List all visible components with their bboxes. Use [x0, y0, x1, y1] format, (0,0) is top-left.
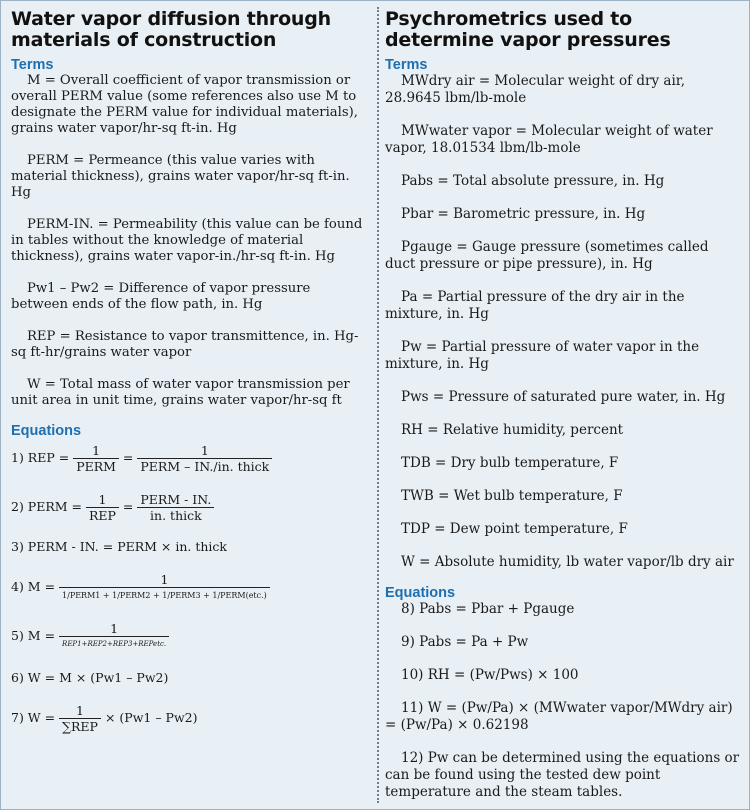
right-terms-heading: Terms [385, 57, 428, 73]
term-mw-dry-air: MWdry air = Molecular weight of dry air, 28.9645 lbm/lb-mole [385, 73, 686, 106]
equation-6: 6) W = M × (Pw1 – Pw2) [11, 670, 169, 685]
term-rh: RH = Relative humidity, percent [401, 422, 624, 438]
term-pw: Pw = Partial pressure of water vapor in the mixture, in. Hg [385, 339, 700, 372]
column-divider [377, 7, 379, 803]
equation-1: 1) REP = $\frac{1}{\text{PERM}}$ = $\frac{1}{\text{PERM – IN./in. thick}}$ [11, 443, 368, 474]
term-twb: TWB = Wet bulb temperature, F [401, 488, 623, 504]
equation-3: 3) PERM - IN. = PERM × in. thick [11, 539, 227, 554]
term-absolute-humidity: W = Absolute humidity, lb water vapor/lb dry air [401, 554, 734, 570]
equation-7: 7) W = $\frac{1}{\text{∑REP}}$ × (Pw1 – Pw2) [11, 703, 198, 734]
right-title: Psychrometrics used to determine vapor pressures [385, 8, 671, 51]
equation-4: 4) M = $\frac{1}{\text{1/PERM1 + 1/PERM2 + 1/PERM3 + 1/PERM(etc.)}}$ [11, 572, 368, 603]
term-perm: PERM = Permeance (this value varies with material thickness), grains water vapor/hr-sq ft-in. Hg [11, 153, 350, 200]
equation-10: 10) RH = (Pw/Pws) × 100 [401, 667, 579, 683]
equation-5: 5) M = $\frac{1}{\text{REP1+REP2+REP3+REPetc.}}$ [11, 621, 368, 652]
equation-12: 12) Pw can be determined using the equations or can be found using the tested dew point temperature and the steam tables. [385, 750, 740, 800]
term-tdp: TDP = Dew point temperature, F [401, 521, 628, 537]
equation-11: 11) W = (Pw/Pa) × (MWwater vapor/MWdry air) = (Pw/Pa) × 0.62198 [385, 700, 733, 733]
left-column [1, 1, 376, 809]
term-pbar: Pbar = Barometric pressure, in. Hg [401, 206, 646, 222]
term-rep: REP = Resistance to vapor transmittence, in. Hg-sq ft-hr/grains water vapor [11, 329, 359, 360]
term-pgauge: Pgauge = Gauge pressure (sometimes called duct pressure or pipe pressure), in. Hg [385, 239, 709, 272]
term-pws: Pws = Pressure of saturated pure water, in. Hg [401, 389, 726, 405]
equation-2: 2) PERM = $\frac{1}{\text{REP}}$ = $\frac{\text{PERM - IN.}}{\text{in. thick}}$ [11, 492, 368, 523]
equation-8: 8) Pabs = Pbar + Pgauge [401, 601, 575, 617]
term-perm-in: PERM-IN. = Permeability (this value can be found in tables without the knowledge of material thickness), grains water vapor-in./hr-sq ft-in. Hg [11, 217, 363, 264]
right-equations-heading: Equations [385, 585, 456, 601]
term-pabs: Pabs = Total absolute pressure, in. Hg [401, 173, 665, 189]
right-column [381, 1, 750, 809]
term-w: W = Total mass of water vapor transmission per unit area in unit time, grains water vapor/hr-sq ft [11, 377, 350, 408]
term-pw-diff: Pw1 – Pw2 = Difference of vapor pressure between ends of the flow path, in. Hg [11, 281, 311, 312]
equation-9: 9) Pabs = Pa + Pw [401, 634, 529, 650]
term-pa: Pa = Partial pressure of the dry air in the mixture, in. Hg [385, 289, 685, 322]
term-tdb: TDB = Dry bulb temperature, F [401, 455, 619, 471]
left-terms-heading: Terms [11, 57, 54, 73]
term-m: M = Overall coefficient of vapor transmission or overall PERM value (some references also use M to designate the PERM value for individual materials), grains water vapor/hr-sq ft-in. Hg [11, 73, 358, 136]
term-mw-water-vapor: MWwater vapor = Molecular weight of water vapor, 18.01534 lbm/lb-mole [385, 123, 713, 156]
left-title: Water vapor diffusion through materials of construction [11, 8, 331, 51]
left-equations-heading: Equations [11, 423, 82, 439]
